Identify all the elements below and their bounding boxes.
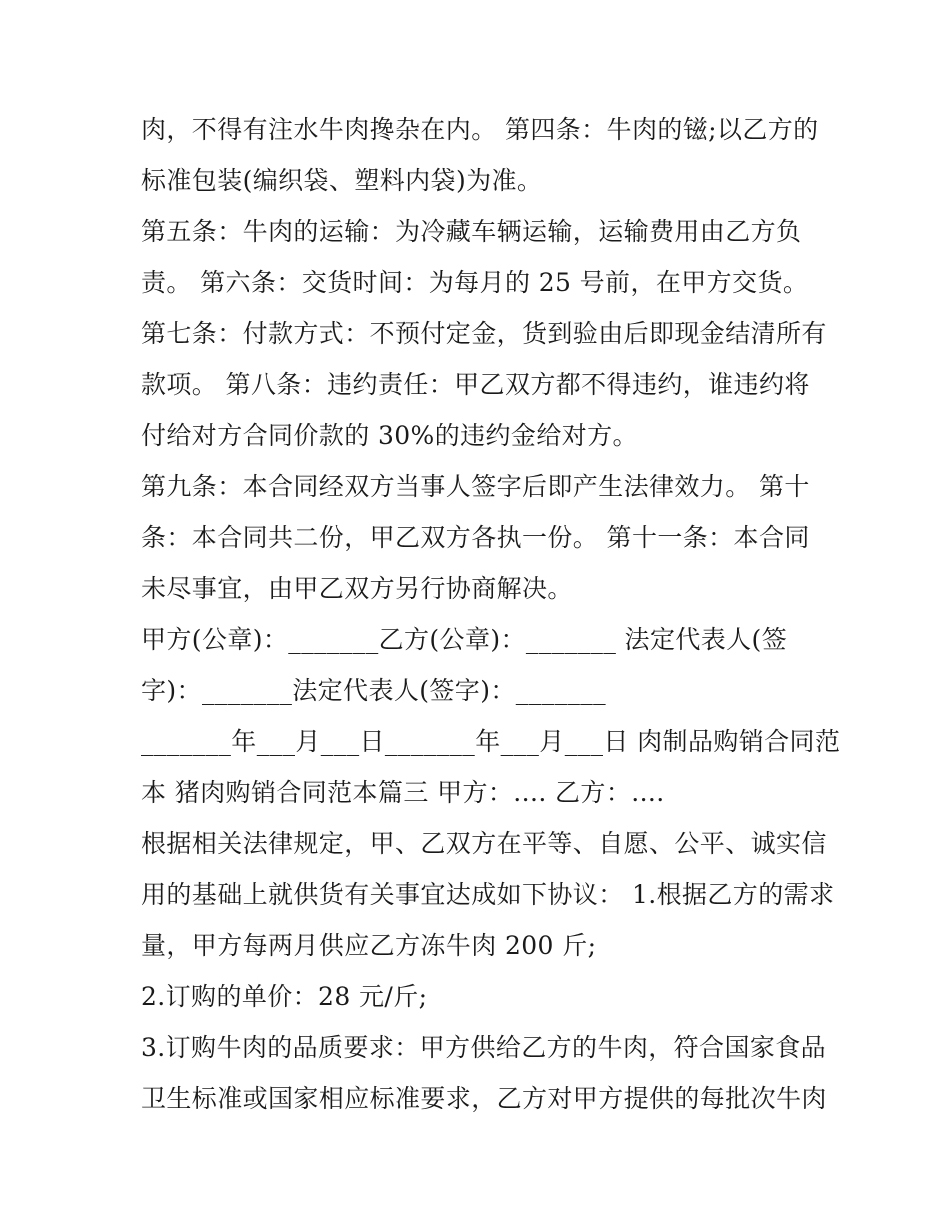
- text-line: 量，甲方每两月供应乙方冻牛肉 200 斤;: [141, 931, 597, 960]
- text-line: 2.订购的单价：28 元/斤;: [141, 982, 428, 1011]
- text-line: 未尽事宜，由甲乙双方另行协商解决。: [141, 574, 573, 603]
- text-line: 第五条：牛肉的运输：为冷藏车辆运输，运输费用由乙方负: [141, 217, 802, 246]
- text-line: 款项。 第八条：违约责任：甲乙双方都不得违约，谁违约将: [141, 370, 810, 399]
- text-line: 责。 第六条：交货时间：为每月的 25 号前，在甲方交货。: [141, 268, 809, 297]
- text-line: 本 猪肉购销合同范本篇三 甲方：.... 乙方：....: [141, 778, 665, 807]
- text-line: 付给对方合同价款的 30%的违约金给对方。: [141, 421, 638, 450]
- text-line: 肉，不得有注水牛肉搀杂在内。 第四条：牛肉的镃;以乙方的: [141, 115, 819, 144]
- text-line: 条：本合同共二份，甲乙双方各执一份。 第十一条：本合同: [141, 523, 810, 552]
- text-line: 根据相关法律规定，甲、乙双方在平等、自愿、公平、诚实信: [141, 829, 827, 858]
- text-line: 标准包装(编织袋、塑料内袋)为准。: [141, 166, 543, 195]
- text-line: 卫生标准或国家相应标准要求，乙方对甲方提供的每批次牛肉: [141, 1084, 827, 1113]
- text-line: 3.订购牛肉的品质要求：甲方供给乙方的牛肉，符合国家食品: [141, 1033, 827, 1062]
- text-line: 用的基础上就供货有关事宜达成如下协议： 1.根据乙方的需求: [141, 880, 835, 909]
- signature-line: 甲方(公章)：_______乙方(公章)：_______ 法定代表人(签: [141, 625, 788, 654]
- text-line: 第九条：本合同经双方当事人签字后即产生法律效力。 第十: [141, 472, 810, 501]
- date-line: _______年___月___日_______年___月___日 肉制品购销合同范: [141, 727, 841, 756]
- text-line: 第七条：付款方式：不预付定金，货到验由后即现金结清所有: [141, 319, 827, 348]
- signature-line: 字)：_______法定代表人(签字)：_______: [141, 676, 607, 705]
